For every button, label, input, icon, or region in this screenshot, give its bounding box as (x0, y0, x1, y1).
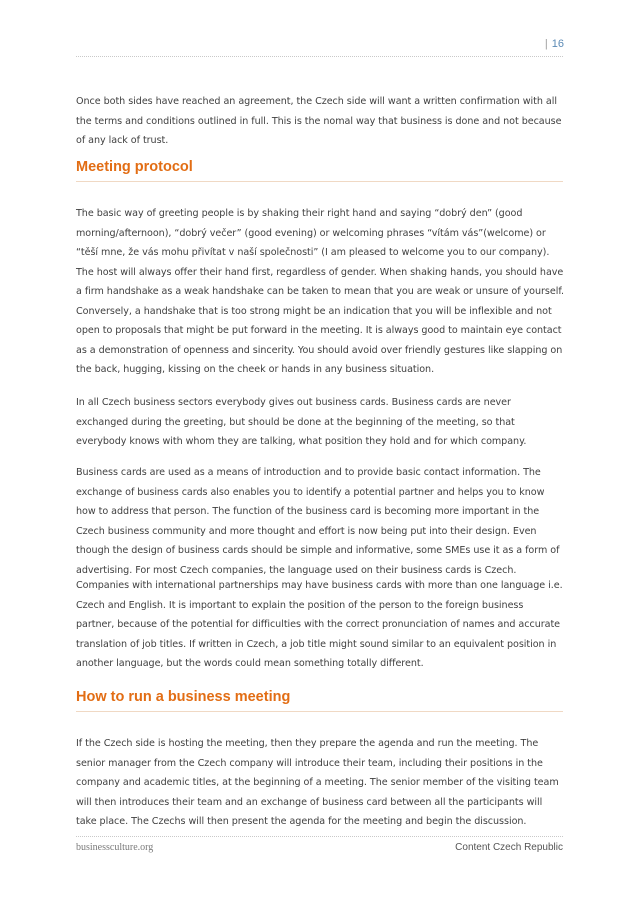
paragraph-greeting: The basic way of greeting people is by shaking their right hand and saying “dobrý den” (good morning/afternoon), “dobrý večer” (good evening) or welcoming phrases “vítám vás”(welcome) or “těší mne, že vás mohu přivítat v naší společnosti” (I am pleased to welcome you to our company). The host will always offer their hand first, regardless of gender. When shaking hands, you should have a firm handshake as a weak handshake can be taken to mean that you are weak or unsure of yourself. Conversely, a handshake that is too strong might be an indication that you will be inflexible and not open to proposals that might be put forward in the meeting. It is always good to maintain eye contact as a demonstration of openness and sincerity. You should avoid over friendly gestures like slapping on the back, hugging, kissing on the cheek or hands in any business situation. (76, 208, 564, 375)
paragraph-international-cards: Companies with international partnerships may have business cards with more than one language i.e. Czech and English. It is important to explain the position of the person to the foreign business partner, because of the potential for difficulties with the correct pronunciation of names and accurate translation of job titles. If written in Czech, a job title might sound similar to an equivalent position in another language, but the words could mean something totally different. (76, 580, 563, 669)
page-number (545, 38, 564, 50)
paragraph-agreement: Once both sides have reached an agreement, the Czech side will want a written confirmation with all the terms and conditions outlined in full. This is the nomal way that business is done and not because of any lack of trust. (76, 96, 562, 146)
heading-meeting-protocol: Meeting protocol (76, 159, 563, 182)
header-divider (76, 56, 563, 57)
paragraph-business-cards-exchange: In all Czech business sectors everybody gives out business cards. Business cards are never exchanged during the greeting, but should be done at the beginning of the meeting, so that everybody knows with whom they are talking, what position they hold and for which company. (76, 397, 527, 447)
paragraph-business-cards-purpose: Business cards are used as a means of introduction and to provide basic contact information. The exchange of business cards also enables you to identify a potential partner and helps you to know how to address that person. The function of the business card is becoming more important in the Czech business community and more thought and effort is now being put into their design. Even though the design of business cards should be simple and informative, some SMEs use it as a form of advertising. For most Czech companies, the language used on their business cards is Czech. (76, 467, 560, 576)
page-number-value: 16 (551, 38, 564, 50)
footer-site: businessculture.org (76, 842, 154, 853)
heading-run-business-meeting: How to run a business meeting (76, 689, 563, 712)
page-number-divider: | (544, 38, 548, 50)
paragraph-hosting-meeting: If the Czech side is hosting the meeting, then they prepare the agenda and run the meeting. The senior manager from the Czech company will introduce their team, including their positions in the company and academic titles, at the beginning of a meeting. The senior member of the visiting team will then introduces their team and an exchange of business card between all the participants will take place. The Czechs will then present the agenda for the meeting and begin the discussion. (76, 738, 559, 827)
footer-section: Content Czech Republic (455, 842, 563, 853)
footer-divider (76, 836, 563, 837)
